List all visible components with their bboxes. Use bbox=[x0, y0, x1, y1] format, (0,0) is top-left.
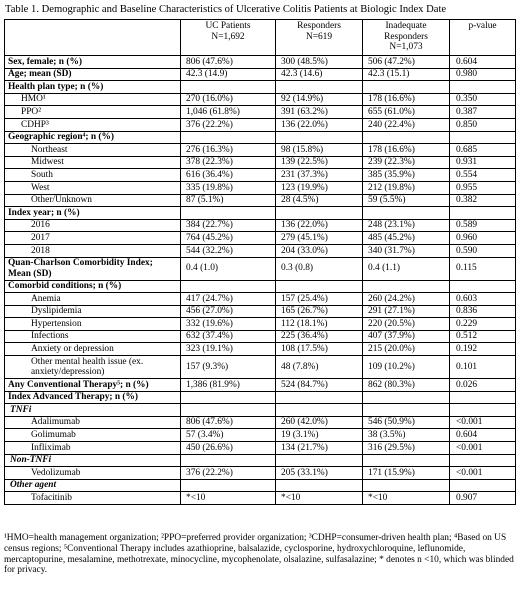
row-label: Tofacitinib bbox=[5, 492, 181, 505]
value-cell: 340 (31.7%) bbox=[363, 244, 450, 257]
value-cell: 0.4 (1.0) bbox=[181, 257, 276, 280]
value-cell: 764 (45.2%) bbox=[181, 232, 276, 245]
value-cell: 1,046 (61.8%) bbox=[181, 106, 276, 119]
value-cell: 134 (21.7%) bbox=[276, 442, 363, 455]
table-row bbox=[5, 330, 516, 343]
p-value-cell: 0.685 bbox=[450, 144, 516, 157]
p-value-cell bbox=[450, 81, 516, 94]
value-cell: 248 (23.1%) bbox=[363, 219, 450, 232]
value-cell: 240 (22.4%) bbox=[363, 118, 450, 131]
p-value-cell bbox=[450, 404, 516, 417]
value-cell: *<10 bbox=[363, 492, 450, 505]
value-cell: 38 (3.5%) bbox=[363, 429, 450, 442]
table-row bbox=[5, 479, 516, 492]
value-cell bbox=[181, 479, 276, 492]
value-cell: 655 (61.0%) bbox=[363, 106, 450, 119]
value-cell: 632 (37.4%) bbox=[181, 330, 276, 343]
value-cell: 450 (26.6%) bbox=[181, 442, 276, 455]
value-cell: 98 (15.8%) bbox=[276, 144, 363, 157]
value-cell bbox=[276, 280, 363, 293]
row-label: CDHP³ bbox=[5, 118, 181, 131]
table-row bbox=[5, 169, 516, 182]
header-label-cell bbox=[5, 20, 181, 56]
p-value-cell: 0.554 bbox=[450, 169, 516, 182]
value-cell: 544 (32.2%) bbox=[181, 244, 276, 257]
header-uc-patients-title: UC Patients bbox=[205, 21, 251, 31]
row-label: 2018 bbox=[5, 244, 181, 257]
p-value-cell bbox=[450, 391, 516, 404]
p-value-cell: 0.350 bbox=[450, 93, 516, 106]
value-cell bbox=[363, 131, 450, 144]
value-cell: 332 (19.6%) bbox=[181, 318, 276, 331]
table-body bbox=[5, 56, 516, 505]
value-cell: 42.3 (14.6) bbox=[276, 68, 363, 81]
value-cell: 42.3 (15.1) bbox=[363, 68, 450, 81]
row-label: 2016 bbox=[5, 219, 181, 232]
table-row bbox=[5, 118, 516, 131]
header-uc-patients bbox=[181, 20, 276, 56]
value-cell: 212 (19.8%) bbox=[363, 181, 450, 194]
table-row bbox=[5, 244, 516, 257]
value-cell: 87 (5.1%) bbox=[181, 194, 276, 207]
header-inadequate-responders bbox=[363, 20, 450, 56]
row-label: Any Conventional Therapy⁵; n (%) bbox=[5, 379, 181, 392]
value-cell bbox=[276, 207, 363, 220]
row-label: Infections bbox=[5, 330, 181, 343]
value-cell: 260 (24.2%) bbox=[363, 293, 450, 306]
table-row bbox=[5, 454, 516, 467]
p-value-cell bbox=[450, 479, 516, 492]
table-row bbox=[5, 232, 516, 245]
value-cell: 157 (9.3%) bbox=[181, 356, 276, 379]
value-cell: 616 (36.4%) bbox=[181, 169, 276, 182]
table-row bbox=[5, 293, 516, 306]
p-value-cell: 0.836 bbox=[450, 305, 516, 318]
p-value-cell: 0.192 bbox=[450, 343, 516, 356]
value-cell: 378 (22.3%) bbox=[181, 156, 276, 169]
p-value-cell: 0.101 bbox=[450, 356, 516, 379]
value-cell: 139 (22.5%) bbox=[276, 156, 363, 169]
value-cell: 225 (36.4%) bbox=[276, 330, 363, 343]
value-cell: 92 (14.9%) bbox=[276, 93, 363, 106]
value-cell bbox=[181, 404, 276, 417]
table-row bbox=[5, 429, 516, 442]
value-cell bbox=[363, 81, 450, 94]
value-cell: 260 (42.0%) bbox=[276, 416, 363, 429]
value-cell: 384 (22.7%) bbox=[181, 219, 276, 232]
table-row bbox=[5, 467, 516, 480]
p-value-cell: 0.589 bbox=[450, 219, 516, 232]
table-row bbox=[5, 404, 516, 417]
value-cell: *<10 bbox=[276, 492, 363, 505]
row-label: Age; mean (SD) bbox=[5, 68, 181, 81]
row-label: PPO² bbox=[5, 106, 181, 119]
value-cell bbox=[181, 207, 276, 220]
value-cell: 291 (27.1%) bbox=[363, 305, 450, 318]
p-value-cell: <0.001 bbox=[450, 467, 516, 480]
value-cell: 239 (22.3%) bbox=[363, 156, 450, 169]
value-cell bbox=[363, 207, 450, 220]
value-cell: 323 (19.1%) bbox=[181, 343, 276, 356]
value-cell: 59 (5.5%) bbox=[363, 194, 450, 207]
p-value-cell: 0.382 bbox=[450, 194, 516, 207]
value-cell bbox=[181, 280, 276, 293]
row-label: HMO¹ bbox=[5, 93, 181, 106]
p-value-cell bbox=[450, 454, 516, 467]
value-cell: 385 (35.9%) bbox=[363, 169, 450, 182]
value-cell: 862 (80.3%) bbox=[363, 379, 450, 392]
table-row bbox=[5, 343, 516, 356]
value-cell: 506 (47.2%) bbox=[363, 56, 450, 69]
value-cell: *<10 bbox=[181, 492, 276, 505]
table-row bbox=[5, 68, 516, 81]
value-cell bbox=[363, 479, 450, 492]
p-value-cell: 0.850 bbox=[450, 118, 516, 131]
row-label: Adalimumab bbox=[5, 416, 181, 429]
value-cell: 0.4 (1.1) bbox=[363, 257, 450, 280]
value-cell: 19 (3.1%) bbox=[276, 429, 363, 442]
value-cell: 57 (3.4%) bbox=[181, 429, 276, 442]
value-cell: 205 (33.1%) bbox=[276, 467, 363, 480]
value-cell: 220 (20.5%) bbox=[363, 318, 450, 331]
p-value-cell: 0.512 bbox=[450, 330, 516, 343]
row-label: Infliximab bbox=[5, 442, 181, 455]
table-row bbox=[5, 81, 516, 94]
value-cell bbox=[363, 391, 450, 404]
value-cell: 417 (24.7%) bbox=[181, 293, 276, 306]
header-uc-patients-n: N=1,692 bbox=[211, 31, 245, 42]
row-label: Northeast bbox=[5, 144, 181, 157]
table-footnote: ¹HMO=health management organization; ²PPO=preferred provider organization; ³CDHP=consumer-driven health plan; ⁴Based on US census regions; ⁵Conventional Therapy includes azathioprine, balsalazide, cyclosporine, hydroxychloroquine, leflunomide, mercaptopurine, mesalamine, methotrexate, minocycline, mycophenolate, olsalazine, sulfasalazine; * denotes n <10, which was blinded for privacy. bbox=[4, 533, 514, 576]
baseline-characteristics-table bbox=[4, 19, 516, 505]
value-cell: 806 (47.6%) bbox=[181, 56, 276, 69]
p-value-cell bbox=[450, 207, 516, 220]
p-value-cell: 0.907 bbox=[450, 492, 516, 505]
table-row bbox=[5, 144, 516, 157]
value-cell: 270 (16.0%) bbox=[181, 93, 276, 106]
header-inadequate-n: N=1,073 bbox=[389, 42, 423, 53]
row-label: Index Advanced Therapy; n (%) bbox=[5, 391, 181, 404]
value-cell: 485 (45.2%) bbox=[363, 232, 450, 245]
table-row bbox=[5, 93, 516, 106]
header-inadequate-title-2: Responders bbox=[384, 31, 428, 42]
row-label: West bbox=[5, 181, 181, 194]
row-label: Health plan type; n (%) bbox=[5, 81, 181, 94]
value-cell bbox=[181, 391, 276, 404]
table-row bbox=[5, 56, 516, 69]
p-value-cell: 0.387 bbox=[450, 106, 516, 119]
value-cell: 1,386 (81.9%) bbox=[181, 379, 276, 392]
value-cell bbox=[276, 81, 363, 94]
row-label: Other mental health issue (ex. anxiety/depression) bbox=[5, 356, 181, 379]
value-cell: 42.3 (14.9) bbox=[181, 68, 276, 81]
table-row bbox=[5, 156, 516, 169]
header-p-value: p-value bbox=[450, 20, 516, 56]
row-label: Geographic region⁴; n (%) bbox=[5, 131, 181, 144]
value-cell: 215 (20.0%) bbox=[363, 343, 450, 356]
row-label: Golimumab bbox=[5, 429, 181, 442]
table-row bbox=[5, 194, 516, 207]
table-row bbox=[5, 318, 516, 331]
table-row bbox=[5, 391, 516, 404]
value-cell: 335 (19.8%) bbox=[181, 181, 276, 194]
row-label: Hypertension bbox=[5, 318, 181, 331]
value-cell: 178 (16.6%) bbox=[363, 144, 450, 157]
row-label: Other agent bbox=[5, 479, 181, 492]
p-value-cell: 0.980 bbox=[450, 68, 516, 81]
value-cell: 806 (47.6%) bbox=[181, 416, 276, 429]
value-cell: 108 (17.5%) bbox=[276, 343, 363, 356]
value-cell: 524 (84.7%) bbox=[276, 379, 363, 392]
table-row bbox=[5, 379, 516, 392]
value-cell: 123 (19.9%) bbox=[276, 181, 363, 194]
table-row bbox=[5, 442, 516, 455]
p-value-cell: 0.229 bbox=[450, 318, 516, 331]
row-label: South bbox=[5, 169, 181, 182]
value-cell bbox=[363, 454, 450, 467]
value-cell bbox=[276, 404, 363, 417]
p-value-cell: 0.604 bbox=[450, 429, 516, 442]
value-cell: 316 (29.5%) bbox=[363, 442, 450, 455]
value-cell: 279 (45.1%) bbox=[276, 232, 363, 245]
p-value-cell: <0.001 bbox=[450, 416, 516, 429]
p-value-cell: 0.960 bbox=[450, 232, 516, 245]
p-value-cell bbox=[450, 131, 516, 144]
p-value-cell: 0.604 bbox=[450, 56, 516, 69]
row-label: Index year; n (%) bbox=[5, 207, 181, 220]
value-cell bbox=[276, 391, 363, 404]
table-row bbox=[5, 257, 516, 280]
value-cell bbox=[363, 404, 450, 417]
value-cell: 178 (16.6%) bbox=[363, 93, 450, 106]
row-label: Midwest bbox=[5, 156, 181, 169]
header-responders bbox=[276, 20, 363, 56]
p-value-cell bbox=[450, 280, 516, 293]
p-value-cell: 0.603 bbox=[450, 293, 516, 306]
row-label: Dyslipidemia bbox=[5, 305, 181, 318]
row-label: Vedolizumab bbox=[5, 467, 181, 480]
row-label: Non-TNFi bbox=[5, 454, 181, 467]
value-cell: 136 (22.0%) bbox=[276, 219, 363, 232]
value-cell: 204 (33.0%) bbox=[276, 244, 363, 257]
p-value-cell: 0.026 bbox=[450, 379, 516, 392]
row-label: Other/Unknown bbox=[5, 194, 181, 207]
value-cell: 0.3 (0.8) bbox=[276, 257, 363, 280]
p-value-cell: 0.931 bbox=[450, 156, 516, 169]
table-row bbox=[5, 305, 516, 318]
table-row bbox=[5, 131, 516, 144]
value-cell bbox=[276, 479, 363, 492]
value-cell: 165 (26.7%) bbox=[276, 305, 363, 318]
value-cell: 300 (48.5%) bbox=[276, 56, 363, 69]
value-cell bbox=[363, 280, 450, 293]
header-responders-title: Responders bbox=[297, 21, 341, 31]
table-row bbox=[5, 207, 516, 220]
value-cell bbox=[276, 131, 363, 144]
row-label: TNFi bbox=[5, 404, 181, 417]
p-value-cell: 0.115 bbox=[450, 257, 516, 280]
value-cell: 112 (18.1%) bbox=[276, 318, 363, 331]
table-row bbox=[5, 492, 516, 505]
row-label: Comorbid conditions; n (%) bbox=[5, 280, 181, 293]
value-cell: 157 (25.4%) bbox=[276, 293, 363, 306]
value-cell: 109 (10.2%) bbox=[363, 356, 450, 379]
value-cell bbox=[276, 454, 363, 467]
value-cell: 136 (22.0%) bbox=[276, 118, 363, 131]
row-label: Anemia bbox=[5, 293, 181, 306]
value-cell: 48 (7.8%) bbox=[276, 356, 363, 379]
value-cell bbox=[181, 131, 276, 144]
table-row bbox=[5, 106, 516, 119]
row-label: 2017 bbox=[5, 232, 181, 245]
value-cell bbox=[181, 454, 276, 467]
table-row bbox=[5, 416, 516, 429]
table-caption: Table 1. Demographic and Baseline Characteristics of Ulcerative Colitis Patients at Biologic Index Date bbox=[5, 4, 447, 15]
value-cell: 546 (50.9%) bbox=[363, 416, 450, 429]
header-inadequate-title-1: Inadequate bbox=[385, 21, 427, 31]
row-label: Anxiety or depression bbox=[5, 343, 181, 356]
value-cell: 376 (22.2%) bbox=[181, 118, 276, 131]
value-cell: 376 (22.2%) bbox=[181, 467, 276, 480]
value-cell: 391 (63.2%) bbox=[276, 106, 363, 119]
table-row bbox=[5, 356, 516, 379]
value-cell: 407 (37.9%) bbox=[363, 330, 450, 343]
table-row bbox=[5, 280, 516, 293]
table-row bbox=[5, 181, 516, 194]
value-cell bbox=[181, 81, 276, 94]
header-responders-n: N=619 bbox=[305, 31, 333, 42]
p-value-cell: 0.955 bbox=[450, 181, 516, 194]
p-value-cell: <0.001 bbox=[450, 442, 516, 455]
value-cell: 28 (4.5%) bbox=[276, 194, 363, 207]
table-row bbox=[5, 219, 516, 232]
table-header-row bbox=[5, 20, 516, 56]
value-cell: 456 (27.0%) bbox=[181, 305, 276, 318]
value-cell: 231 (37.3%) bbox=[276, 169, 363, 182]
value-cell: 276 (16.3%) bbox=[181, 144, 276, 157]
row-label: Sex, female; n (%) bbox=[5, 56, 181, 69]
value-cell: 171 (15.9%) bbox=[363, 467, 450, 480]
p-value-cell: 0.590 bbox=[450, 244, 516, 257]
row-label: Quan-Charlson Comorbidity Index; Mean (SD) bbox=[5, 257, 181, 280]
